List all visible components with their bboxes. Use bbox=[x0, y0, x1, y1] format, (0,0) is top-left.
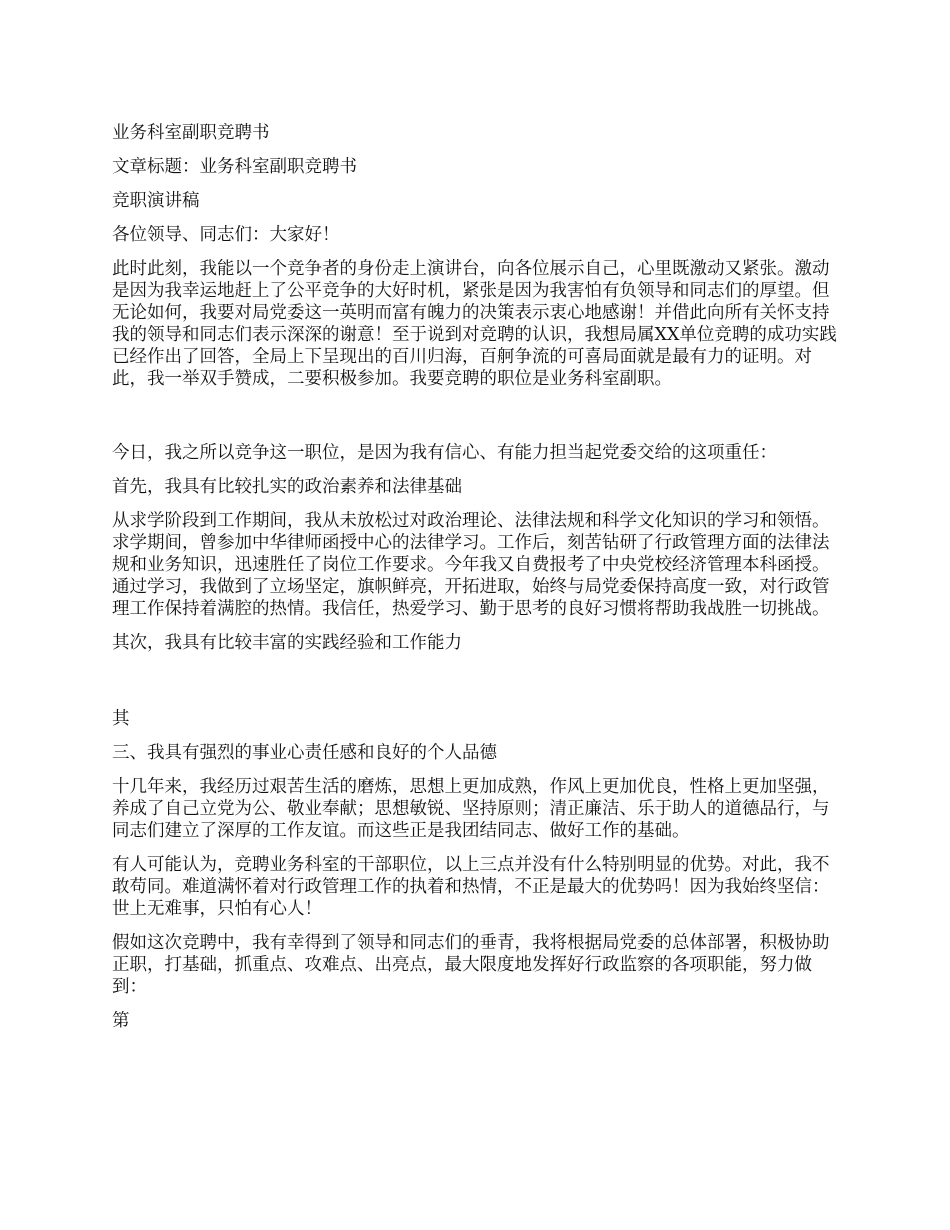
document-body bbox=[112, 122, 840, 1044]
opening-paragraph: 此时此刻，我能以一个竞争者的身份走上演讲台，向各位展示自己，心里既激动又紧张。激动是因为我幸运地赶上了公平竞争的大好时机，紧张是因为我害怕有负领导和同志们的厚望。但无论如何，我要对局党委这一英明而富有魄力的决策表示衷心地感谢！并借此向所有关怀支持我的领导和同志们表示深深的谢意！至于说到对竞聘的认识，我想局属XX单位竞聘的成功实践已经作出了回答，全局上下呈现出的百川归海，百舸争流的可喜局面就是最有力的证明。对此，我一举双手赞成，二要积极参加。我要竞聘的职位是业务科室副职。 bbox=[112, 259, 837, 389]
salutation: 各位领导、同志们：大家好！ bbox=[112, 225, 340, 245]
blank-space bbox=[112, 402, 840, 442]
rebuttal-paragraph: 有人可能认为，竞聘业务科室的干部职位，以上三点并没有什么特别明显的优势。对此，我不敢苟同。难道满怀着对行政管理工作的执着和热情，不正是最大的优势吗！因为我始终坚信：世上无难事，只怕有心人！ bbox=[112, 855, 830, 919]
point-one-paragraph: 从求学阶段到工作期间，我从未放松过对政治理论、法律法规和科学文化知识的学习和领悟。求学期间，曾参加中华律师函授中心的法律学习。工作后，刻苦钻研了行政管理方面的法律法规和业务知识，迅速胜任了岗位工作要求。今年我又自费报考了中央党校经济管理本科函授。通过学习，我做到了立场坚定，旗帜鲜亮，开拓进取，始终与局党委保持高度一致，对行政管理工作保持着满腔的热情。我信任，热爱学习、勤于思考的良好习惯将帮助我战胜一切挑战。 bbox=[112, 511, 830, 619]
blank-space bbox=[112, 666, 840, 708]
reason-intro-paragraph: 今日，我之所以竞争这一职位，是因为我有信心、有能力担当起党委交给的这项重任： bbox=[112, 443, 777, 463]
point-three-heading: 三、我具有强烈的事业心责任感和良好的个人品德 bbox=[112, 743, 497, 763]
point-three-paragraph: 十几年来，我经历过艰苦生活的磨炼，思想上更加成熟，作风上更加优良，性格上更加坚强，养成了自己立党为公、敬业奉献；思想敏锐、坚持原则；清正廉洁、乐于助人的道德品行，与同志们建立了深厚的工作友谊。而这些正是我团结同志、做好工作的基础。 bbox=[112, 777, 830, 841]
point-two-heading: 其次，我具有比较丰富的实践经验和工作能力 bbox=[112, 633, 462, 653]
article-title-line: 文章标题：业务科室副职竞聘书 bbox=[112, 157, 357, 177]
commitment-paragraph: 假如这次竞聘中，我有幸得到了领导和同志们的垂青，我将根据局党委的总体部署，积极协助正职，打基础，抓重点、攻难点、出亮点，最大限度地发挥好行政监察的各项职能，努力做到： bbox=[112, 933, 830, 997]
point-one-heading: 首先，我具有比较扎实的政治素养和法律基础 bbox=[112, 477, 462, 497]
fragment-line: 第 bbox=[112, 1011, 130, 1031]
speech-category: 竞职演讲稿 bbox=[112, 191, 200, 211]
fragment-line: 其 bbox=[112, 709, 130, 729]
document-title: 业务科室副职竞聘书 bbox=[112, 123, 270, 143]
